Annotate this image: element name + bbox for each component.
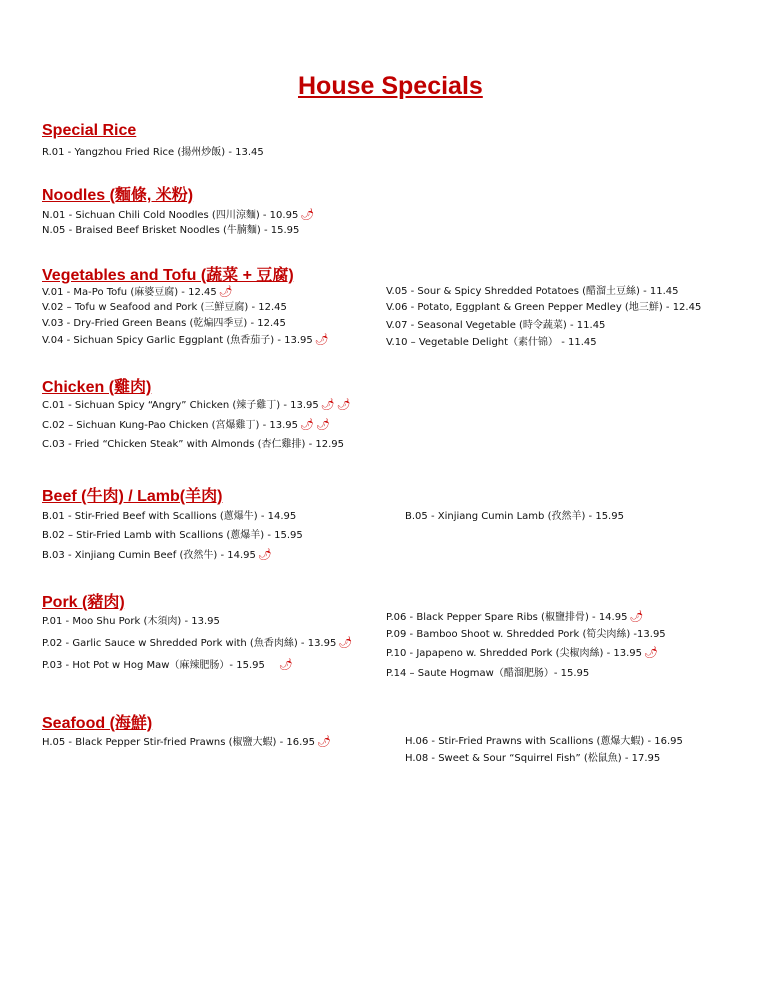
menu-item-v02: V.02 – Tofu w Seafood and Pork (三鮮豆腐) - 12.45 <box>42 302 287 313</box>
menu-item-p06: P.06 - Black Pepper Spare Ribs (椒鹽排骨) - 14.95 🌶 <box>386 610 644 623</box>
menu-item-v10: V.10 – Vegetable Delight（素什锦） - 11.45 <box>386 337 597 348</box>
menu-item-n01: N.01 - Sichuan Chili Cold Noodles (四川涼麵) - 10.95 🌶 <box>42 208 315 221</box>
chili-pepper-icon: 🌶 <box>278 658 293 671</box>
menu-item-p09: P.09 - Bamboo Shoot w. Shredded Pork (筍尖肉絲) -13.95 <box>386 629 666 640</box>
menu-item-p01: P.01 - Moo Shu Pork (木須肉) - 13.95 <box>42 616 220 627</box>
menu-item-h05: H.05 - Black Pepper Stir-fried Prawns (椒鹽大蝦) - 16.95 🌶 <box>42 735 331 748</box>
menu-item-b05: B.05 - Xinjiang Cumin Lamb (孜然羊) - 15.95 <box>405 511 624 522</box>
section-title-chicken: Chicken (雞肉) <box>42 379 152 396</box>
menu-item-p10: P.10 - Japapeno w. Shredded Pork (尖椒肉絲) - 13.95 🌶 <box>386 646 658 659</box>
menu-item-h08: H.08 - Sweet & Sour “Squirrel Fish” (松鼠魚) - 17.95 <box>405 753 661 764</box>
chili-pepper-icon: 🌶 <box>317 735 331 748</box>
section-title-rice: Special Rice <box>42 122 137 139</box>
menu-item-v01: V.01 - Ma-Po Tofu (麻婆豆腐) - 12.45 🌶 <box>42 285 233 298</box>
menu-item-c01: C.01 - Sichuan Spicy “Angry” Chicken (辣子雞丁) - 13.95 🌶 🌶 <box>42 398 351 411</box>
chili-pepper-icon: 🌶 <box>314 333 329 346</box>
chili-pepper-icon: 🌶 <box>315 418 330 431</box>
chili-pepper-icon: 🌶 <box>300 208 315 221</box>
section-title-vegetables: Vegetables and Tofu (蔬菜 + 豆腐) <box>42 267 294 284</box>
menu-item-v04: V.04 - Sichuan Spicy Garlic Eggplant (魚香茄子) - 13.95 🌶 <box>42 333 329 346</box>
chili-pepper-icon: 🌶 <box>336 398 351 411</box>
menu-item-v06: V.06 - Potato, Eggplant & Green Pepper Medley (地三鮮) - 12.45 <box>386 302 702 313</box>
menu-item-n05: N.05 - Braised Beef Brisket Noodles (牛腩麵) - 15.95 <box>42 225 300 236</box>
menu-item-c03: C.03 - Fried “Chicken Steak” with Almonds (杏仁雞排) - 12.95 <box>42 439 345 450</box>
menu-item-p03: P.03 - Hot Pot w Hog Maw（麻辣肥肠）- 15.95 🌶 <box>42 658 293 671</box>
section-title-noodles: Noodles (麵條, 米粉) <box>42 187 194 204</box>
menu-item-b03: B.03 - Xinjiang Cumin Beef (孜然牛) - 14.95 🌶 <box>42 548 272 561</box>
menu-item-b02: B.02 – Stir-Fried Lamb with Scallions (蔥爆羊) - 15.95 <box>42 530 303 541</box>
chili-pepper-icon: 🌶 <box>338 636 353 649</box>
section-title-beef-lamb: Beef (牛肉) / Lamb(羊肉) <box>42 488 223 505</box>
menu-item-v07: V.07 - Seasonal Vegetable (時令蔬菜) - 11.45 <box>386 320 606 331</box>
section-title-pork: Pork (豬肉) <box>42 594 125 611</box>
page-title: House Specials <box>298 72 483 100</box>
menu-item-v05: V.05 - Sour & Spicy Shredded Potatoes (醋溜土豆絲) - 11.45 <box>386 286 679 297</box>
chili-pepper-icon: 🌶 <box>299 418 314 431</box>
menu-item-b01: B.01 - Stir-Fried Beef with Scallions (蔥爆牛) - 14.95 <box>42 511 297 522</box>
menu-item-r01: R.01 - Yangzhou Fried Rice (揚州炒飯) - 13.45 <box>42 147 264 158</box>
menu-item-v03: V.03 - Dry-Fried Green Beans (乾煸四季豆) - 12.45 <box>42 318 286 329</box>
chili-pepper-icon: 🌶 <box>644 646 658 659</box>
menu-item-h06: H.06 - Stir-Fried Prawns with Scallions (蔥爆大蝦) - 16.95 <box>405 736 683 747</box>
section-title-seafood: Seafood (海鮮) <box>42 715 153 732</box>
menu-item-p02: P.02 - Garlic Sauce w Shredded Pork with (魚香肉絲) - 13.95 🌶 <box>42 636 353 649</box>
chili-pepper-icon: 🌶 <box>629 610 644 623</box>
chili-pepper-icon: 🌶 <box>257 548 272 561</box>
menu-item-c02: C.02 – Sichuan Kung-Pao Chicken (宮爆雞丁) - 13.95 🌶 🌶 <box>42 418 330 431</box>
menu-item-p14: P.14 – Saute Hogmaw（醋溜肥肠）- 15.95 <box>386 668 590 679</box>
chili-pepper-icon: 🌶 <box>218 285 233 298</box>
chili-pepper-icon: 🌶 <box>320 398 335 411</box>
